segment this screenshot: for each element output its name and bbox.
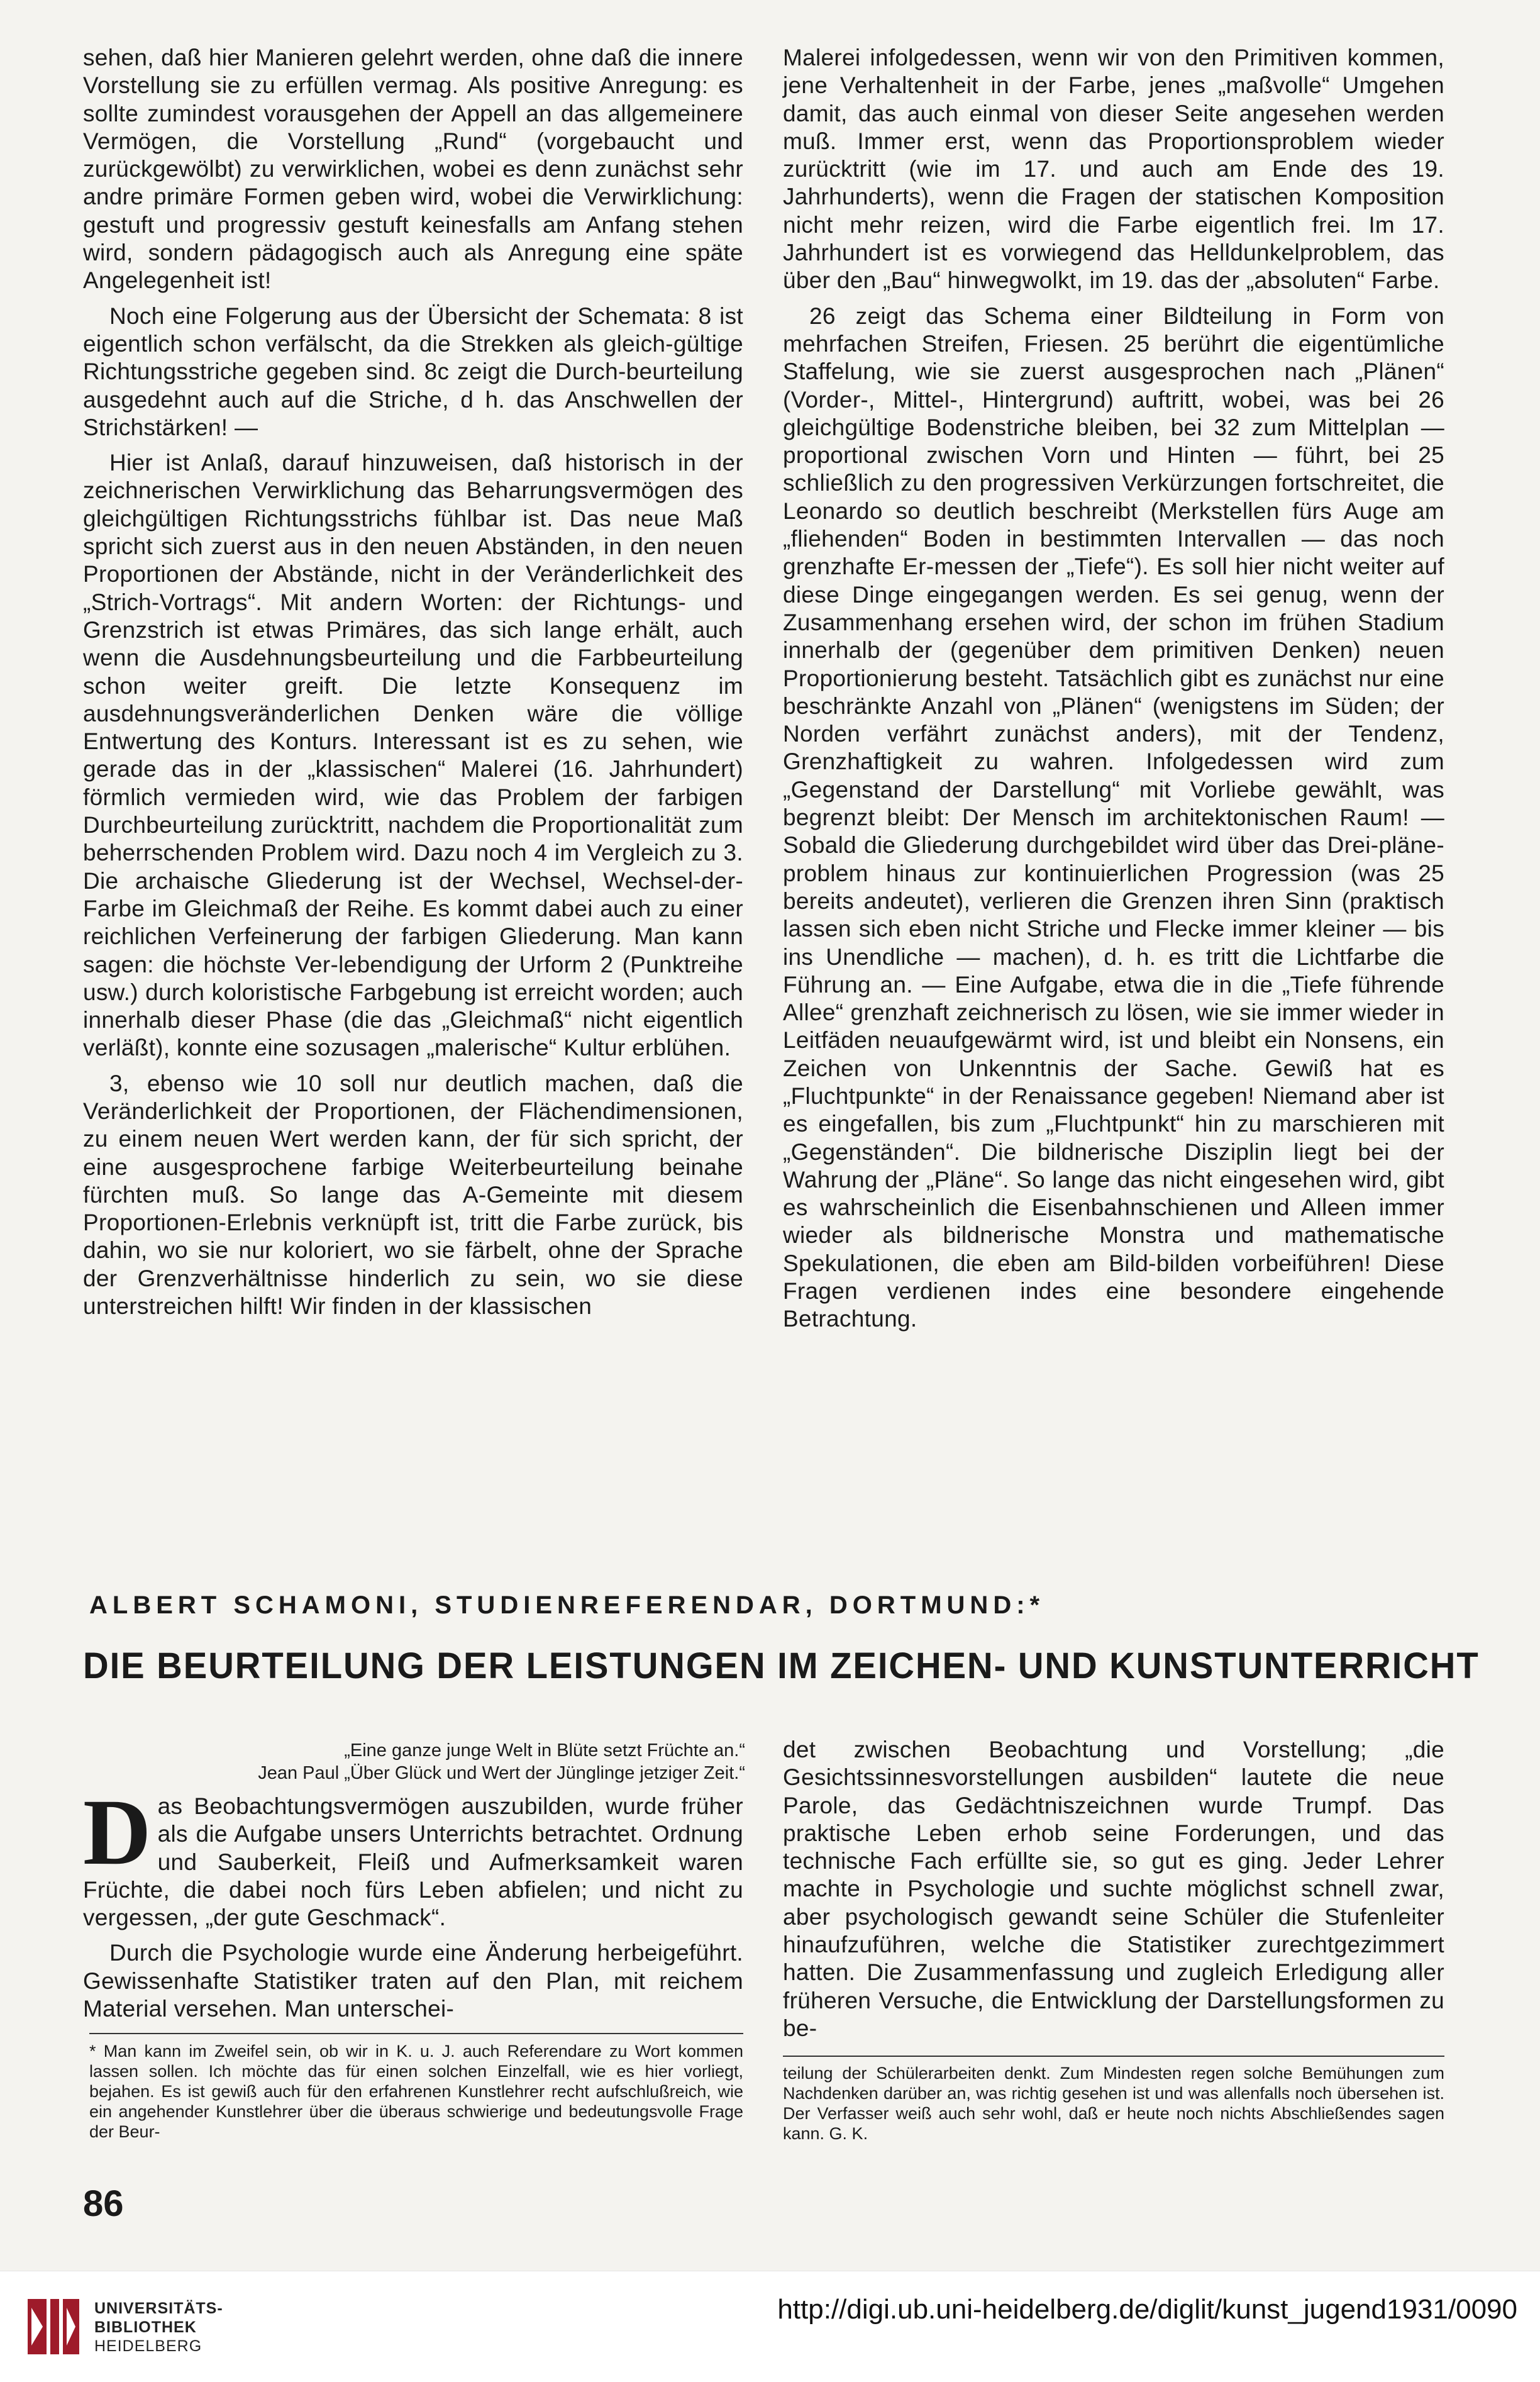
footnote-rule — [89, 2033, 743, 2034]
epigraph — [94, 1739, 745, 1784]
page-number: 86 — [83, 2183, 124, 2224]
library-name-line: HEIDELBERG — [94, 2337, 202, 2355]
paragraph: 3, ebenso wie 10 soll nur deutlich machen, daß die Veränderlichkeit der Proportionen, der Flächendimensionen, zu einem neuen Wert werden kann, der für sich spricht, der eine ausgesprochene farbige Weiterbeurteilung beinahe fürchten muß. So lange das A-Gemeinte mit diesem Proportionen-Erlebnis verknüpft ist, tritt die Farbe zurück, bis dahin, wo sie nur koloriert, wo sie färbelt, ohne der Sprache der Grenzverhältnisse hinderlich zu sein, wo sie diese unterstreichen hilft! Wir finden in der klassischen — [83, 1070, 743, 1320]
text-column-top-left — [83, 44, 743, 1328]
text-column-top-right — [783, 44, 1444, 1341]
paragraph: 26 zeigt das Schema einer Bildteilung in Form von mehrfachen Streifen, Friesen. 25 berührt die eigentümliche Staffelung, wie sie zuerst ausgesprochen nach „Plänen“ (Vorder-, Mittel-, Hintergrund) auftritt, wobei, was bei 26 gleichgültige Bodenstriche bleiben, bei 32 zum Mittelplan — proportional zwischen Vorn und Hinten — führt, bei 25 schließlich zu den progressiven Verkürzungen fortschreitet, die Leonardo so deutlich beschreibt (Merkstellen fürs Auge am „fliehenden“ Boden in bestimmten Intervallen — das noch grenzhafte Er-messen der „Tiefe“). Es soll hier nicht weiter auf diese Dinge eingegangen werden. Es sei genug, wenn der Zusammenhang ersehen wird, der schon im frühen Stadium innerhalb der (gegenüber dem primitiven Denken) neuen Proportionierung besteht. Tatsächlich gibt es zunächst nur eine beschränkte Anzahl von „Plänen“ (wenigstens im Süden; der Norden verfährt zunächst anders), mit der Tendenz, Grenzhaftigkeit zu wahren. Infolgedessen wird zum „Gegenstand der Darstellung“ mit Vorliebe gewählt, was begrenzt bleibt: Der Mensch im architektonischen Raum! — Sobald die Gliederung durchgebildet wird über das Drei-pläne-problem hinaus zur kontinuierlichen Progression (was 25 bereits andeutet), verlieren die Grenzen ihren Sinn (praktisch lassen sich eben nicht Striche und Flecke immer kleiner — bis ins Unendliche — machen), d. h. es tritt die Lichtfarbe die Führung an. — Eine Aufgabe, etwa die in die „Tiefe führende Allee“ grenzhaft zeichnerisch zu lösen, wie sie immer wieder in Leitfäden neuaufgewärmt wird, ist und bleibt ein Nonsens, ein Zeichen von Unkenntnis der Sache. Gewiß hat es „Fluchtpunkte“ in der Renaissance gegeben! Niemand aber ist es eingefallen, bis zum „Fluchtpunkt“ hin zu marschieren mit „Gegenständen“. Die bildnerische Disziplin liegt bei der Wahrung der „Pläne“. So lange das nicht eingesehen wird, gibt es wahrscheinlich die Eisenbahnschienen und Alleen immer wieder als bildnerische Monstra und mathematische Spekulationen, die eben am Bild-bilden vorbeiführen! Diese Fragen verdienen indes eine besondere eingehende Betrachtung. — [783, 303, 1444, 1332]
paragraph: Durch die Psychologie wurde eine Änderung herbeigeführt. Gewissenhafte Statistiker traten auf den Plan, mit reichem Material versehen. Man unterschei- — [83, 1940, 743, 2022]
source-url-link[interactable]: http://digi.ub.uni-heidelberg.de/diglit/kunst_jugend1931/0090 — [777, 2294, 1517, 2325]
article-title: DIE BEURTEILUNG DER LEISTUNGEN IM ZEICHEN- UND KUNSTUNTERRICHT — [83, 1645, 1480, 1686]
epigraph-quote: „Eine ganze junge Welt in Blüte setzt Früchte an.“ — [344, 1740, 745, 1761]
library-name-line: UNIVERSITÄTS- — [94, 2300, 223, 2317]
footnote-right: teilung der Schülerarbeiten denkt. Zum Mindesten regen solche Bemühungen zum Nachdenken darüber an, was richtig gesehen ist und was allenfalls noch übersehen ist. Der Verfasser weiß auch sehr wohl, daß er heute noch nichts Abschließendes sagen kann. G. K. — [783, 2064, 1444, 2143]
paragraph — [83, 1780, 743, 1932]
footnote-left: * Man kann im Zweifel sein, ob wir in K. u. J. auch Referendare zu Wort kommen lassen sollen. Ich möchte das für einen solchen Einzelfall, wie es hier vorliegt, bejahen. Es ist gewiß auch für den erfahrenen Kunstlehrer recht aufschlußreich, wie ein angehender Kunstlehrer über die überaus schwierige und bedeutungsvolle Frage der Beur- — [89, 2042, 743, 2141]
paragraph: det zwischen Beobachtung und Vorstellung; „die Gesichtssinnesvorstellungen ausbilden“ lautete die neue Parole, das Gedächtniszeichnen wurde Trumpf. Das praktische Leben erhob seine Forderungen, und das technische Fach erfüllte sie, so gut es ging. Jeder Lehrer machte in Psychologie und suchte möglichst schnell zwar, aber psychologisch gewandt seine Schüler die Stufenleiter hinaufzuführen, welche die Statistiker zurechtgezimmert hatten. Die Zusammenfassung und zugleich Erledigung aller früheren Versuche, die Entwicklung der Darstellungsformen zu be- — [783, 1737, 1444, 2041]
library-name — [94, 2299, 223, 2356]
paragraph-text: as Beobachtungsvermögen auszubilden, wurde früher als die Aufgabe unsers Unterrichts betrachtet. Ordnung und Sauberkeit, Fleiß und Aufmerksamkeit waren Früchte, die dabei noch fürs Leben abfielen; und nicht zu vergessen, „der gute Geschmack“. — [83, 1793, 743, 1931]
library-footer — [0, 2271, 1540, 2382]
footnote-rule — [783, 2056, 1444, 2057]
article-column-right — [783, 1736, 1444, 2050]
paragraph: sehen, daß hier Manieren gelehrt werden, ohne daß die innere Vorstellung sie zu erfüllen vermag. Als positive Anregung: es sollte zumindest vorausgehen der Appell an das allgemeinere Vermögen, die Vorstellung „Rund“ (vorgebaucht und zurückgewölbt) zu verwirklichen, wobei es denn zunächst sehr andre primäre Formen geben wird, wobei die Verwirklichung: gestuft und progressiv gestuft keinesfalls am Anfang stehen wird, sondern pädagogisch auch als Anregung eine späte Angelegenheit ist! — [83, 45, 743, 294]
library-name-line: BIBLIOTHEK — [94, 2318, 197, 2336]
article-column-left — [83, 1780, 743, 2030]
article-author: ALBERT SCHAMONI, STUDIENREFERENDAR, DORTMUND:* — [89, 1591, 1045, 1619]
epigraph-source: Jean Paul „Über Glück und Wert der Jünglinge jetziger Zeit.“ — [258, 1763, 745, 1783]
drop-cap: D — [83, 1780, 152, 1884]
paragraph: Hier ist Anlaß, darauf hinzuweisen, daß historisch in der zeichnerischen Verwirklichung das Beharrungsvermögen des gleichgültigen Richtungsstrichs fühlbar ist. Das neue Maß spricht sich zuerst aus in den neuen Abständen, in den neuen Proportionen der Abstände, nicht in der Veränderlichkeit des „Strich-Vortrags“. Mit andern Worten: der Richtungs- und Grenzstrich ist etwas Primäres, das sich lange erhält, auch wenn die Ausdehnungsbeurteilung und die Farbbeurteilung schon weiter greift. Die letzte Konsequenz im ausdehnungsveränderlichen Denken wäre die völlige Entwertung des Konturs. Interessant ist es zu sehen, wie gerade das in der „klassischen“ Malerei (16. Jahrhundert) förmlich vermieden wird, wie das Problem der farbigen Durchbeurteilung zurücktritt, nachdem die Proportionalität zum beherrschenden Problem wird. Dazu noch 4 im Vergleich zu 3. Die archaische Gliederung ist der Wechsel, Wechsel-der-Farbe im Gleichmaß der Reihe. Es kommt dabei auch zu einer reichlichen Verfeinerung der farbigen Gliederung. Man kann sagen: die höchste Ver-lebendigung der Urform 2 (Punktreihe usw.) durch koloristische Farbgebung ist erreicht worden; auch innerhalb dieser Phase (die das „Gleichmaß“ nicht eigentlich verläßt), konnte eine sozusagen „malerische“ Kultur erblühen. — [83, 450, 743, 1061]
paragraph: Noch eine Folgerung aus der Übersicht der Schemata: 8 ist eigentlich schon verfälscht, da die Strekken als gleich-gültige Richtungsstriche gegeben sind. 8c zeigt die Durch-beurteilung ausgedehnt auch auf die Striche, d h. das Anschwellen der Strichstärken! — — [83, 303, 743, 440]
paragraph: Malerei infolgedessen, wenn wir von den Primitiven kommen, jene Verhaltenheit in der Farbe, jenes „maßvolle“ Umgehen damit, das auch einmal von dieser Seite angesehen werden muß. Immer erst, wenn das Proportionsproblem wieder zurücktritt (wie im 17. und auch am Ende des 19. Jahrhunderts), wenn die Fragen der statischen Komposition nicht mehr reizen, wird die Farbe eigentlich frei. Im 17. Jahrhundert ist es vorwiegend das Helldunkelproblem, das über den „Bau“ hinwegwolkt, im 19. das der „absoluten“ Farbe. — [783, 45, 1444, 294]
library-logo-icon — [25, 2295, 82, 2358]
